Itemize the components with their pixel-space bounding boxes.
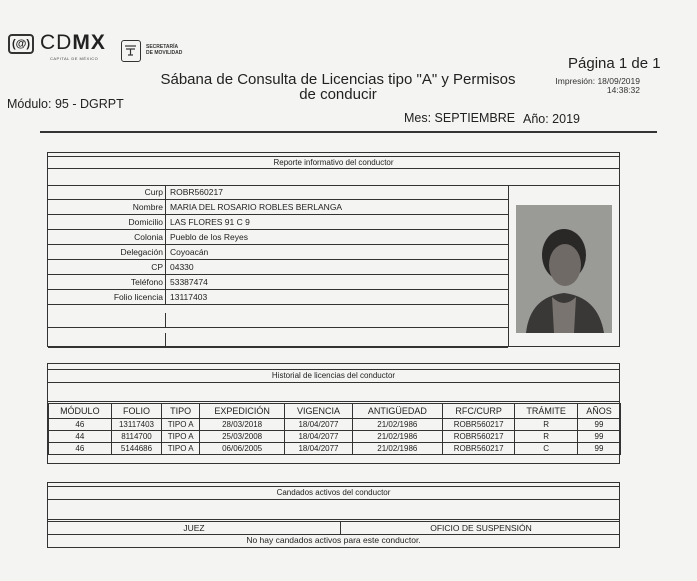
table-row bbox=[49, 443, 621, 455]
table-cell: TIPO A bbox=[162, 419, 200, 431]
suspension-column-header: OFICIO DE SUSPENSIÓN bbox=[430, 523, 532, 533]
driver-field-row bbox=[48, 275, 508, 290]
driver-field-row bbox=[48, 200, 508, 215]
history-column-header: TIPO bbox=[162, 404, 200, 419]
table-cell: 18/04/2077 bbox=[285, 431, 353, 443]
driver-report-title: Reporte informativo del conductor bbox=[48, 156, 619, 169]
history-column-header: TRÁMITE bbox=[515, 404, 578, 419]
driver-field-value: MARIA DEL ROSARIO ROBLES BERLANGA bbox=[170, 202, 343, 212]
driver-report-spacer bbox=[48, 167, 619, 186]
active-locks-columns bbox=[48, 521, 619, 535]
history-column-header: FOLIO bbox=[111, 404, 162, 419]
table-cell: 99 bbox=[577, 443, 620, 455]
driver-report-section bbox=[47, 152, 620, 347]
print-timestamp bbox=[538, 77, 640, 95]
secretaria-logo-text bbox=[146, 44, 182, 56]
driver-field-row bbox=[48, 260, 508, 275]
license-history-section bbox=[47, 363, 620, 464]
document-title-line2: de conducir bbox=[299, 86, 377, 103]
print-time: 14:38:32 bbox=[606, 85, 640, 95]
table-cell: 5144686 bbox=[111, 443, 162, 455]
license-history-title: Historial de licencias del conductor bbox=[48, 369, 619, 383]
driver-field-label: Folio licencia bbox=[48, 290, 166, 304]
cdmx-logo bbox=[40, 31, 106, 55]
table-cell: ROBR560217 bbox=[442, 443, 514, 455]
header-divider bbox=[40, 131, 657, 133]
license-history-table bbox=[48, 403, 621, 455]
license-history-spacer bbox=[48, 381, 619, 402]
table-cell: ROBR560217 bbox=[442, 431, 514, 443]
table-cell: 8114700 bbox=[111, 431, 162, 443]
cdmx-logo-light: CD bbox=[40, 31, 73, 54]
driver-field-label: Delegación bbox=[48, 245, 166, 259]
driver-field-label bbox=[48, 333, 166, 347]
driver-field-row bbox=[48, 185, 508, 200]
driver-field-label: Nombre bbox=[48, 200, 166, 214]
active-locks-title: Candados activos del conductor bbox=[48, 486, 619, 500]
year-label: Año: 2019 bbox=[523, 112, 580, 126]
table-cell: 21/02/1986 bbox=[352, 443, 442, 455]
cdmx-emblem-icon: (@) bbox=[8, 34, 34, 54]
driver-field-row bbox=[48, 230, 508, 245]
judge-column-header: JUEZ bbox=[48, 522, 341, 534]
driver-field-value: ROBR560217 bbox=[170, 187, 223, 197]
secretaria-emblem-icon bbox=[121, 40, 141, 62]
cdmx-logo-bold: MX bbox=[72, 31, 106, 54]
table-cell: 99 bbox=[577, 419, 620, 431]
driver-field-row bbox=[48, 313, 508, 328]
driver-field-value: 13117403 bbox=[170, 292, 208, 302]
table-cell: 13117403 bbox=[111, 419, 162, 431]
driver-field-row bbox=[48, 290, 508, 305]
history-column-header: AÑOS bbox=[577, 404, 620, 419]
driver-field-row bbox=[48, 333, 508, 348]
document-title bbox=[160, 72, 516, 102]
driver-field-label: Teléfono bbox=[48, 275, 166, 289]
driver-photo bbox=[516, 205, 612, 333]
table-cell: 46 bbox=[49, 443, 112, 455]
document-title-line1: Sábana de Consulta de Licencias tipo "A" y Permisos bbox=[160, 71, 516, 88]
table-cell: 21/02/1986 bbox=[352, 431, 442, 443]
history-column-header: EXPEDICIÓN bbox=[200, 404, 285, 419]
table-cell: TIPO A bbox=[162, 431, 200, 443]
driver-field-row bbox=[48, 245, 508, 260]
history-column-header: MÓDULO bbox=[49, 404, 112, 419]
driver-field-label bbox=[48, 313, 166, 327]
secretaria-line2: DE MOVILIDAD bbox=[146, 50, 183, 56]
driver-field-label: Colonia bbox=[48, 230, 166, 244]
table-cell: C bbox=[515, 443, 578, 455]
table-cell: TIPO A bbox=[162, 443, 200, 455]
month-label: Mes: SEPTIEMBRE bbox=[404, 111, 516, 125]
driver-field-value: 04330 bbox=[170, 262, 194, 272]
secretaria-line1: SECRETARÍA bbox=[146, 44, 179, 50]
no-locks-message: No hay candados activos para este conductor. bbox=[246, 535, 421, 545]
history-column-header: VIGENCIA bbox=[285, 404, 353, 419]
table-cell: 06/06/2005 bbox=[200, 443, 285, 455]
driver-field-value: LAS FLORES 91 C 9 bbox=[170, 217, 250, 227]
table-row bbox=[49, 419, 621, 431]
driver-field-label: CP bbox=[48, 260, 166, 274]
table-cell: 18/04/2077 bbox=[285, 443, 353, 455]
table-cell: 44 bbox=[49, 431, 112, 443]
table-cell: 46 bbox=[49, 419, 112, 431]
driver-field-value: Coyoacán bbox=[170, 247, 209, 257]
driver-field-label: Curp bbox=[48, 185, 166, 199]
table-cell: 99 bbox=[577, 431, 620, 443]
driver-field-value: Pueblo de los Reyes bbox=[170, 232, 248, 242]
print-date: Impresión: 18/09/2019 bbox=[555, 76, 640, 86]
active-locks-spacer bbox=[48, 498, 619, 520]
history-column-header: ANTIGÜEDAD bbox=[352, 404, 442, 419]
active-locks-section bbox=[47, 482, 620, 548]
history-column-header: RFC/CURP bbox=[442, 404, 514, 419]
table-cell: 18/04/2077 bbox=[285, 419, 353, 431]
page-number: Página 1 de 1 bbox=[568, 55, 661, 72]
driver-field-label: Domicilio bbox=[48, 215, 166, 229]
table-cell: 21/02/1986 bbox=[352, 419, 442, 431]
table-row bbox=[49, 431, 621, 443]
table-cell: 28/03/2018 bbox=[200, 419, 285, 431]
cdmx-logo-subtitle: CAPITAL DE MÉXICO bbox=[50, 56, 99, 61]
driver-field-row bbox=[48, 215, 508, 230]
table-cell: 25/03/2008 bbox=[200, 431, 285, 443]
table-cell: R bbox=[515, 431, 578, 443]
driver-fields bbox=[48, 185, 509, 346]
table-cell: ROBR560217 bbox=[442, 419, 514, 431]
table-header-row bbox=[49, 404, 621, 419]
driver-field-value: 53387474 bbox=[170, 277, 208, 287]
table-cell: R bbox=[515, 419, 578, 431]
modulo-label: Módulo: 95 - DGRPT bbox=[7, 97, 124, 111]
